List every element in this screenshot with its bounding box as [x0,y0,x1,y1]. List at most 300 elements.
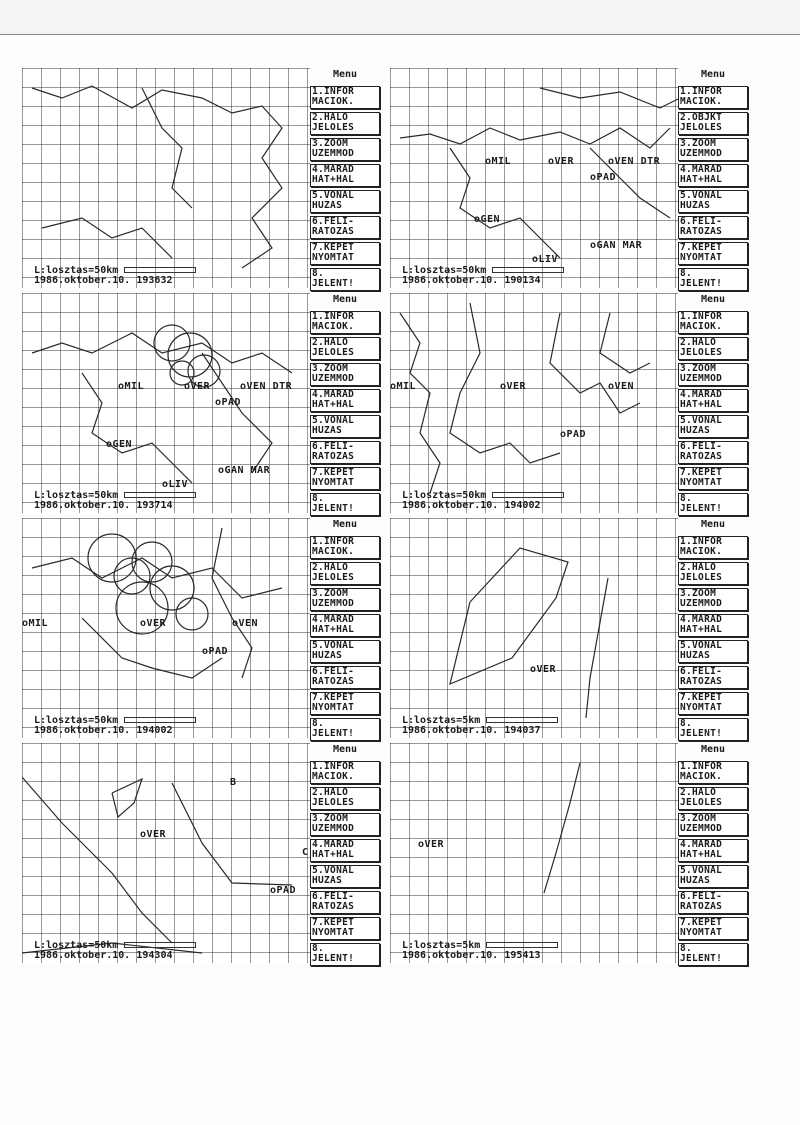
menu-item-6[interactable] [678,216,748,239]
menu-item-label: MACIOK. [312,96,355,107]
menu-item-2[interactable] [678,787,748,810]
menu-item-label: RATOZAS [312,901,355,912]
menu-item-label: UZEMMOD [680,373,723,384]
menu-item-label: NYOMTAT [312,927,355,938]
menu-item-label: 7.KEPET [312,692,355,703]
menu-item-label: HUZAS [680,650,711,661]
timestamp-line [34,276,196,286]
scale-text: L:losztas=50km [34,490,119,501]
menu-item-4[interactable] [678,614,748,637]
scale-text: L:losztas=50km [34,715,119,726]
menu-item-label: 6.FELI- [680,216,723,227]
menu-item-7[interactable] [678,917,748,940]
scale-bar [124,492,196,498]
menu-item-8[interactable] [310,493,380,516]
menu-item-label: 1.INFOR [680,311,723,322]
map-canvas[interactable] [22,518,310,738]
menu-item-label: NYOMTAT [312,252,355,263]
menu-item-label: RATOZAS [680,226,723,237]
timestamp-line [34,951,196,961]
menu-item-label: HUZAS [312,875,343,886]
menu-item-7[interactable] [310,242,380,265]
timestamp-line [402,951,558,961]
menu-item-label: 5.VONAL [680,190,723,201]
time-code: 194037 [504,725,541,736]
menu-item-label: JELOLES [680,347,723,358]
map-canvas[interactable] [390,68,678,288]
menu-item-label: JELENT! [680,953,723,964]
menu-item-label: MACIOK. [680,771,723,782]
menu-item-4[interactable] [678,389,748,412]
menu-item-label: 5.VONAL [312,190,355,201]
menu-item-label: HUZAS [312,200,343,211]
place-label: oVEN DTR [240,381,293,392]
place-label: oGAN MAR [590,240,643,251]
scale-bar [124,942,196,948]
menu-title: Menu [700,744,726,755]
menu-item-label: JELENT! [312,728,355,739]
menu-item-label: 8. [312,943,325,954]
menu-item-label: 1.INFOR [312,536,355,547]
menu-item-label: RATOZAS [680,901,723,912]
map-canvas[interactable] [22,743,310,963]
map-panel [22,293,382,513]
menu-item-label: JELOLES [680,572,723,583]
scale-text: L:losztas=50km [34,940,119,951]
menu-item-label: HAT+HAL [312,624,355,635]
place-label: oPAD [202,646,229,657]
menu-item-label: JELENT! [312,278,355,289]
menu-item-label: 2.HALO [312,787,349,798]
map-canvas[interactable] [390,293,678,513]
menu-item-8[interactable] [678,943,748,966]
menu-item-8[interactable] [310,718,380,741]
menu-item-7[interactable] [678,467,748,490]
menu-item-6[interactable] [678,666,748,689]
menu-item-label: 3.ZOOM [680,138,717,149]
menu-item-label: HUZAS [680,875,711,886]
menu-item-4[interactable] [678,164,748,187]
menu-item-label: 7.KEPET [680,242,723,253]
place-label: oPAD [270,885,297,896]
menu-item-label: RATOZAS [680,676,723,687]
menu-item-label: 8. [680,943,693,954]
menu-item-3[interactable] [678,588,748,611]
menu-item-label: 4.MARAD [312,839,355,850]
menu-item-label: JELENT! [680,503,723,514]
scale-bar [486,942,558,948]
menu-item-1[interactable] [678,311,748,334]
map-panel [390,293,750,513]
menu-item-label: 6.FELI- [680,891,723,902]
time-code: 190134 [504,275,541,286]
menu-item-8[interactable] [310,268,380,291]
menu-item-label: 1.INFOR [680,536,723,547]
menu-item-1[interactable] [678,86,748,109]
menu-item-5[interactable] [678,415,748,438]
map-canvas[interactable] [22,293,310,513]
menu-item-label: 3.ZOOM [680,363,717,374]
menu-item-4[interactable] [310,839,380,862]
menu-item-2[interactable] [310,337,380,360]
menu-item-7[interactable] [310,917,380,940]
menu-item-label: 1.INFOR [312,311,355,322]
menu-title: Menu [700,69,726,80]
map-panel [22,518,382,738]
place-label: oPAD [590,172,617,183]
menu-item-1[interactable] [678,761,748,784]
menu-item-label: JELENT! [312,503,355,514]
menu-item-3[interactable] [678,813,748,836]
map-panel [390,68,750,288]
menu-title: Menu [700,519,726,530]
menu-item-label: NYOMTAT [312,702,355,713]
menu-item-label: 4.MARAD [312,614,355,625]
timestamp-line [34,726,196,736]
scan-top-edge [0,0,800,35]
place-label: C [302,847,309,858]
menu-item-5[interactable] [678,190,748,213]
menu-item-label: 1.INFOR [680,761,723,772]
menu-item-label: UZEMMOD [312,373,355,384]
place-label: oPAD [215,397,242,408]
menu-item-label: 3.ZOOM [312,588,349,599]
map-canvas[interactable] [22,68,310,288]
place-label: oMIL [485,156,512,167]
menu-item-label: JELOLES [312,122,355,133]
menu-item-label: RATOZAS [680,451,723,462]
scale-text: L:losztas=50km [402,490,487,501]
menu-item-label: MACIOK. [680,546,723,557]
date-text: 1986.oktober.10. [34,725,137,736]
menu-item-label: JELOLES [680,122,723,133]
scale-text: L:losztas=5km [402,715,481,726]
time-code: 194304 [136,950,173,961]
menu-item-label: 4.MARAD [680,164,723,175]
map-footer [402,266,564,286]
menu-title: Menu [332,744,358,755]
menu-item-label: JELENT! [680,728,723,739]
menu-item-5[interactable] [310,190,380,213]
menu-item-label: 2.HALO [680,337,717,348]
menu-item-label: UZEMMOD [312,598,355,609]
menu-item-label: HAT+HAL [312,849,355,860]
menu-item-label: HUZAS [312,425,343,436]
side-menu [310,68,380,294]
menu-item-5[interactable] [678,640,748,663]
place-label: B [230,777,237,788]
menu-item-4[interactable] [678,839,748,862]
menu-item-label: NYOMTAT [680,927,723,938]
menu-item-label: 2.HALO [312,562,349,573]
menu-item-label: RATOZAS [312,451,355,462]
time-code: 194002 [136,725,173,736]
menu-item-6[interactable] [678,891,748,914]
map-panel [390,518,750,738]
menu-item-label: 6.FELI- [680,441,723,452]
menu-item-8[interactable] [678,493,748,516]
date-text: 1986.oktober.10. [402,500,505,511]
place-label: oVER [548,156,575,167]
scale-bar [492,267,564,273]
time-code: 195413 [504,950,541,961]
date-text: 1986.oktober.10. [34,275,137,286]
menu-item-label: 2.HALO [680,787,717,798]
menu-item-1[interactable] [310,311,380,334]
menu-item-label: JELENT! [312,953,355,964]
menu-item-label: 7.KEPET [312,242,355,253]
menu-item-3[interactable] [678,363,748,386]
menu-item-label: JELOLES [680,797,723,808]
menu-item-label: MACIOK. [312,771,355,782]
menu-item-4[interactable] [310,614,380,637]
menu-item-6[interactable] [310,216,380,239]
place-label: oLIV [532,254,559,265]
menu-item-label: 6.FELI- [312,891,355,902]
menu-item-2[interactable] [678,112,748,135]
menu-item-label: 1.INFOR [680,86,723,97]
menu-item-label: UZEMMOD [680,598,723,609]
place-label: oVER [418,839,445,850]
menu-item-label: MACIOK. [680,321,723,332]
timestamp-line [402,501,564,511]
menu-item-3[interactable] [310,363,380,386]
place-label: oVEN [608,381,635,392]
menu-item-label: 2.HALO [312,337,349,348]
scale-bar [124,267,196,273]
menu-item-6[interactable] [310,666,380,689]
menu-item-label: HAT+HAL [680,849,723,860]
date-text: 1986.oktober.10. [34,500,137,511]
side-menu [678,518,748,744]
menu-item-label: HAT+HAL [312,399,355,410]
place-label: oGAN MAR [218,465,271,476]
menu-item-label: 4.MARAD [680,389,723,400]
scale-bar [492,492,564,498]
place-label: oGEN [474,214,501,225]
place-label: oVER [184,381,211,392]
menu-item-label: 3.ZOOM [312,813,349,824]
map-footer [34,491,196,511]
time-code: 193632 [136,275,173,286]
menu-item-label: RATOZAS [312,226,355,237]
menu-item-5[interactable] [310,415,380,438]
scale-bar [486,717,558,723]
map-lines [390,518,678,738]
date-text: 1986.oktober.10. [402,950,505,961]
date-text: 1986.oktober.10. [402,725,505,736]
menu-item-label: 4.MARAD [680,614,723,625]
menu-item-label: HUZAS [680,200,711,211]
menu-item-label: 5.VONAL [680,415,723,426]
menu-item-label: HAT+HAL [680,174,723,185]
menu-item-1[interactable] [678,536,748,559]
map-panel [22,743,382,963]
menu-item-label: 8. [312,718,325,729]
menu-item-7[interactable] [678,242,748,265]
menu-item-3[interactable] [678,138,748,161]
menu-item-label: 3.ZOOM [680,813,717,824]
menu-item-6[interactable] [310,441,380,464]
timestamp-line [34,501,196,511]
menu-title: Menu [332,294,358,305]
menu-item-label: 5.VONAL [680,865,723,876]
menu-item-label: UZEMMOD [680,148,723,159]
menu-item-label: 6.FELI- [312,441,355,452]
side-menu [310,518,380,744]
menu-item-3[interactable] [310,813,380,836]
menu-item-5[interactable] [310,640,380,663]
place-label: oVER [530,664,557,675]
map-footer [402,941,558,961]
place-label: oPAD [560,429,587,440]
menu-item-label: JELOLES [312,347,355,358]
menu-item-label: HAT+HAL [312,174,355,185]
time-code: 194002 [504,500,541,511]
place-label: oMIL [118,381,145,392]
menu-item-label: UZEMMOD [680,823,723,834]
menu-item-label: NYOMTAT [680,477,723,488]
menu-item-label: 6.FELI- [312,666,355,677]
menu-item-label: NYOMTAT [312,477,355,488]
map-lines [390,743,678,963]
menu-item-label: 8. [312,268,325,279]
menu-item-2[interactable] [310,112,380,135]
menu-item-label: 8. [680,268,693,279]
menu-item-label: 2.HALO [680,562,717,573]
menu-item-label: MACIOK. [312,546,355,557]
menu-item-8[interactable] [310,943,380,966]
menu-item-8[interactable] [678,718,748,741]
map-canvas[interactable] [390,518,678,738]
menu-item-label: HUZAS [680,425,711,436]
menu-title: Menu [332,69,358,80]
menu-item-label: HAT+HAL [680,399,723,410]
time-code: 193714 [136,500,173,511]
menu-item-label: 7.KEPET [680,467,723,478]
menu-item-label: 5.VONAL [312,415,355,426]
menu-item-label: 3.ZOOM [312,363,349,374]
menu-item-label: 7.KEPET [312,467,355,478]
menu-item-label: HAT+HAL [680,624,723,635]
menu-item-label: 7.KEPET [680,917,723,928]
map-lines [22,68,310,288]
menu-item-label: JELOLES [312,797,355,808]
place-label: oVER [500,381,527,392]
menu-item-3[interactable] [310,138,380,161]
place-label: oMIL [390,381,417,392]
menu-item-label: 1.INFOR [312,86,355,97]
menu-item-label: 8. [680,493,693,504]
menu-item-label: 6.FELI- [680,666,723,677]
side-menu [678,743,748,969]
menu-item-label: NYOMTAT [680,252,723,263]
menu-item-7[interactable] [310,692,380,715]
menu-item-label: HUZAS [312,650,343,661]
menu-item-label: 5.VONAL [312,865,355,876]
map-panel [390,743,750,963]
menu-item-label: 8. [680,718,693,729]
map-footer [34,941,196,961]
menu-item-2[interactable] [678,337,748,360]
menu-item-label: 5.VONAL [312,640,355,651]
menu-item-4[interactable] [310,389,380,412]
map-lines [22,743,310,963]
menu-item-label: 2.OBJKT [680,112,723,123]
menu-item-label: 4.MARAD [680,839,723,850]
menu-item-label: 7.KEPET [312,917,355,928]
menu-item-label: MACIOK. [312,321,355,332]
menu-item-5[interactable] [310,865,380,888]
place-label: oVER [140,829,167,840]
place-label: oLIV [162,479,189,490]
menu-item-2[interactable] [678,562,748,585]
menu-item-7[interactable] [310,467,380,490]
menu-item-label: 5.VONAL [680,640,723,651]
menu-item-1[interactable] [310,761,380,784]
menu-item-label: 3.ZOOM [312,138,349,149]
scale-text: L:losztas=50km [402,265,487,276]
menu-item-5[interactable] [678,865,748,888]
menu-item-2[interactable] [310,562,380,585]
menu-item-6[interactable] [678,441,748,464]
menu-title: Menu [700,294,726,305]
menu-item-label: 4.MARAD [312,164,355,175]
menu-item-4[interactable] [310,164,380,187]
scale-text: L:losztas=50km [34,265,119,276]
menu-item-6[interactable] [310,891,380,914]
side-menu [678,293,748,519]
menu-item-label: 8. [312,493,325,504]
scale-bar [124,717,196,723]
timestamp-line [402,726,558,736]
menu-item-7[interactable] [678,692,748,715]
menu-item-1[interactable] [310,86,380,109]
map-panel [22,68,382,288]
date-text: 1986.oktober.10. [34,950,137,961]
menu-item-1[interactable] [310,536,380,559]
menu-item-label: JELENT! [680,278,723,289]
map-footer [402,716,558,736]
timestamp-line [402,276,564,286]
menu-item-label: UZEMMOD [312,823,355,834]
menu-title: Menu [332,519,358,530]
side-menu [310,293,380,519]
menu-item-label: 6.FELI- [312,216,355,227]
scale-text: L:losztas=5km [402,940,481,951]
menu-item-label: NYOMTAT [680,702,723,713]
map-footer [34,716,196,736]
date-text: 1986.oktober.10. [402,275,505,286]
map-footer [402,491,564,511]
menu-item-label: 3.ZOOM [680,588,717,599]
menu-item-label: 4.MARAD [312,389,355,400]
menu-item-2[interactable] [310,787,380,810]
place-label: oMIL [22,618,49,629]
menu-item-label: 2.HALO [312,112,349,123]
menu-item-label: MACIOK. [680,96,723,107]
menu-item-label: JELOLES [312,572,355,583]
menu-item-label: RATOZAS [312,676,355,687]
menu-item-3[interactable] [310,588,380,611]
menu-item-8[interactable] [678,268,748,291]
place-label: oGEN [106,439,133,450]
menu-item-label: 7.KEPET [680,692,723,703]
map-canvas[interactable] [390,743,678,963]
place-label: oVER [140,618,167,629]
place-label: oVEN [232,618,259,629]
map-footer [34,266,196,286]
